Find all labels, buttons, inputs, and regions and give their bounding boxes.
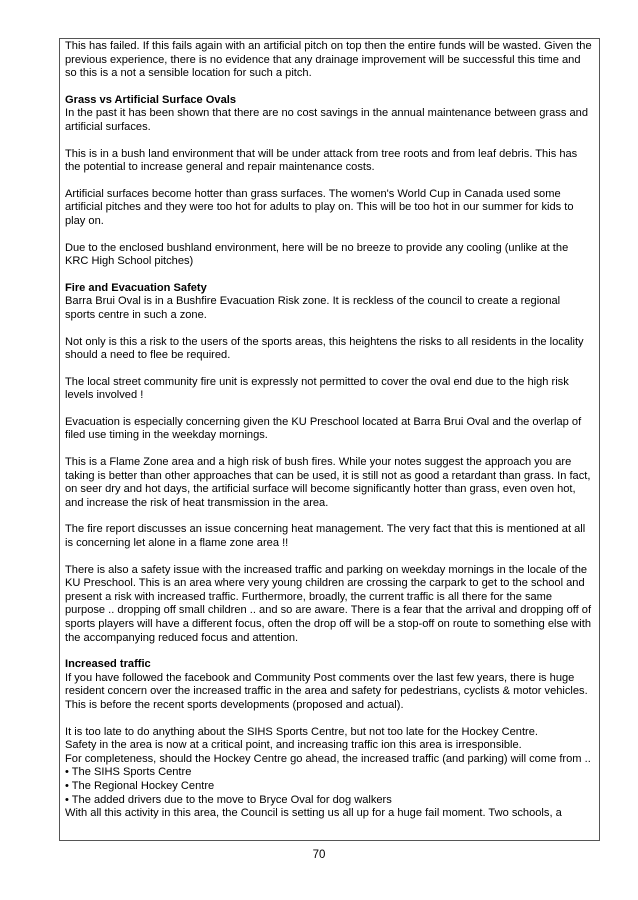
list-item: • The SIHS Sports Centre: [65, 766, 192, 779]
text-line: For completeness, should the Hockey Centre go ahead, the increased traffic (and parking) will come from ..: [65, 752, 591, 765]
traffic-source-list: [65, 766, 593, 807]
list-item: • The added drivers due to the move to Bryce Oval for dog walkers: [65, 793, 392, 806]
list-item: • The Regional Hockey Centre: [65, 779, 215, 792]
document-body: [60, 39, 599, 821]
paragraph: Barra Brui Oval is in a Bushfire Evacuation Risk zone. It is reckless of the council to create a regional sports centre in such a zone.: [65, 295, 561, 321]
text-line: It is too late to do anything about the SIHS Sports Centre, but not too late for the Hockey Centre.: [65, 725, 538, 738]
paragraph: In the past it has been shown that there are no cost savings in the annual maintenance between grass and artificial surfaces.: [65, 107, 588, 133]
paragraph: Evacuation is especially concerning given the KU Preschool located at Barra Brui Oval and the overlap of filed use timing in the weekday mornings.: [65, 415, 582, 442]
paragraph: The fire report discusses an issue concerning heat management. The very fact that this is mentioned at all is concerning let alone in a flame zone area !!: [65, 523, 586, 550]
heading-grass-vs-artificial: Grass vs Artificial Surface Ovals: [65, 93, 237, 106]
heading-increased-traffic: Increased traffic: [65, 658, 151, 671]
paragraph: Due to the enclosed bushland environment, here will be no breeze to provide any cooling (unlike at the KRC High School pitches): [65, 241, 569, 268]
paragraph: If you have followed the facebook and Community Post comments over the last few years, there is huge resident concern over the increased traffic in the area and safety for pedestrians, cyclists & motor vehicles. This is before the recent sports developments (proposed and actual).: [65, 671, 588, 711]
paragraph: The local street community fire unit is expressly not permitted to cover the oval end due to the high risk levels involved !: [65, 375, 569, 402]
paragraph: This is in a bush land environment that will be under attack from tree roots and from leaf debris. This has the potential to increase general and repair maintenance costs.: [65, 147, 578, 174]
paragraph: Not only is this a risk to the users of the sports areas, this heightens the risks to all residents in the locality should a need to flee be required.: [65, 335, 584, 362]
heading-fire-evacuation: Fire and Evacuation Safety: [65, 281, 207, 294]
paragraph: This is a Flame Zone area and a high risk of bush fires. While your notes suggest the approach you are taking is better than other approaches that can be used, it is still not as good a retardant than grass. In fact, on seer dry and hot days, the artificial surface will become significantly hotter than grass, even oven hot, and increase the risk of heat transmission in the area.: [65, 456, 591, 509]
closing-line: With all this activity in this area, the Council is setting us all up for a huge fail moment. Two schools, a: [65, 807, 562, 820]
paragraph: Artificial surfaces become hotter than grass surfaces. The women's World Cup in Canada used some artificial pitches and they were too hot for adults to play on. This will be too hot in our summer for kids to play on.: [65, 187, 574, 227]
page-number: 70: [312, 849, 326, 861]
paragraph: There is also a safety issue with the increased traffic and parking on weekday mornings in the locale of the KU Preschool. This is an area where very young children are crossing the carpark to get to the school and present a risk with increased traffic. Furthermore, broadly, the current traffic is all there for the same purpose .. dropping off small children .. and so are aware. There is a fear that the arrival and dropping off of sports players will have a different focus, often the drop off will be a stop-off on route to something else with the accompanying reduced focus and attention.: [65, 563, 592, 644]
intro-paragraph: This has failed. If this fails again with an artificial pitch on top then the entire funds will be wasted. Given the previous experience, there is no evidence that any drainage improvement will be successful this time and so this is a not a sensible location for such a pitch.: [65, 40, 592, 80]
page-frame: [59, 38, 600, 841]
text-line: Safety in the area is now at a critical point, and increasing traffic ion this area is irresponsible.: [65, 739, 522, 752]
